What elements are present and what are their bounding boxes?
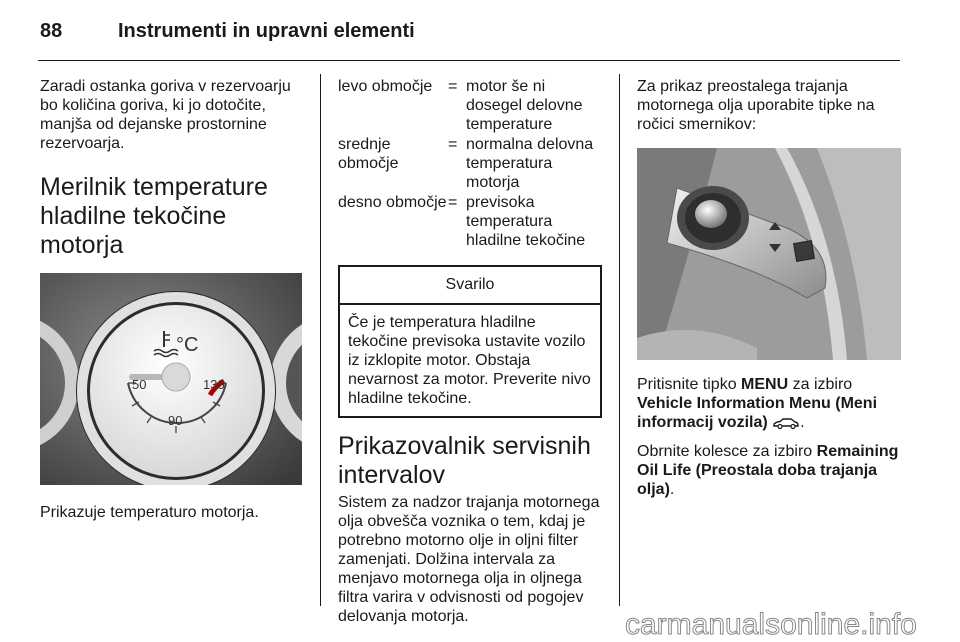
definition-row <box>338 192 602 250</box>
oil-life-intro: Za prikaz preostalega trajanja motornega olja uporabite tipke na ročici smernikov: <box>637 78 875 133</box>
step-2-paragraph: Obrnite kolesce za izbiro Remaining Oil Life (Preostala doba trajanja olja). <box>637 443 899 498</box>
menu-key-label: MENU <box>741 376 789 393</box>
remaining-oil-life-label: Remaining Oil Life (Preostala doba trajanja olja) <box>637 443 899 498</box>
step-1-paragraph: Pritisnite tipko MENU za izbiro Vehicle Information Menu (Meni informacij vozila) . <box>637 376 878 431</box>
definition-description: motor še ni dosegel delovne temperature <box>466 78 583 133</box>
definition-term: srednje območje <box>338 136 399 172</box>
definition-equals: = <box>448 78 458 95</box>
column-1 <box>40 77 302 522</box>
definition-equals: = <box>448 194 458 211</box>
fuel-note-paragraph: Zaradi ostanka goriva v rezervoarju bo količina goriva, ki jo dotočite, manjša od dejanske prostornine rezervoarja. <box>40 78 291 152</box>
section-heading-coolant: Merilnik temperature hladilne tekočine motorja <box>40 173 268 259</box>
column-divider-2 <box>619 74 620 606</box>
definition-term: levo območje <box>338 78 433 95</box>
definition-row <box>338 134 602 192</box>
column-divider-1 <box>320 74 321 606</box>
gauge-label-mid: 90 <box>168 413 183 428</box>
vehicle-info-menu-label: Vehicle Information Menu (Meni informacij vozila) <box>637 395 878 431</box>
definition-equals: = <box>448 136 458 153</box>
column-2 <box>338 77 602 626</box>
gauge-unit-label: °C <box>176 334 199 356</box>
header-divider <box>38 60 900 61</box>
coolant-gauge-image <box>40 273 302 485</box>
warning-text: Če je temperatura hladilne tekočine previsoka ustavite vozilo iz izklopite motor. Obstaja nevarnost za motor. Preverite nivo hladilne tekočine. <box>348 314 591 407</box>
gauge-caption: Prikazuje temperaturo motorja. <box>40 504 259 521</box>
chapter-title: Instrumenti in upravni elementi <box>118 20 415 42</box>
definition-description: previsoka temperatura hladilne tekočine <box>466 194 586 249</box>
service-interval-paragraph: Sistem za nadzor trajanja motornega olja obvešča voznika o tem, kdaj je potrebno motorno olje in oljni filter zamenjati. Dolžina intervala za menjavo motornega olja in oljnega filtra varira v odvisnosti od pogojev delovanja motorja. <box>338 494 600 625</box>
watermark: carmanualsonline.info <box>625 608 917 641</box>
column-3 <box>637 77 901 499</box>
definition-term: desno območje <box>338 194 447 211</box>
section-heading-service: Prikazovalnik servisnih intervalov <box>338 432 591 489</box>
car-icon <box>772 417 800 429</box>
turn-signal-lever-image <box>637 148 901 360</box>
page-number: 88 <box>40 20 63 42</box>
turn-signal-lever-illustration <box>637 148 901 360</box>
warning-title: Svarilo <box>340 267 600 305</box>
coolant-gauge-illustration <box>40 273 302 485</box>
zone-definition-list <box>338 77 602 250</box>
gauge-label-high: 130 <box>203 377 225 392</box>
gauge-label-low: 50 <box>132 377 147 392</box>
warning-box <box>338 265 602 418</box>
definition-description: normalna delovna temperatura motorja <box>466 136 594 191</box>
definition-row <box>338 77 602 134</box>
